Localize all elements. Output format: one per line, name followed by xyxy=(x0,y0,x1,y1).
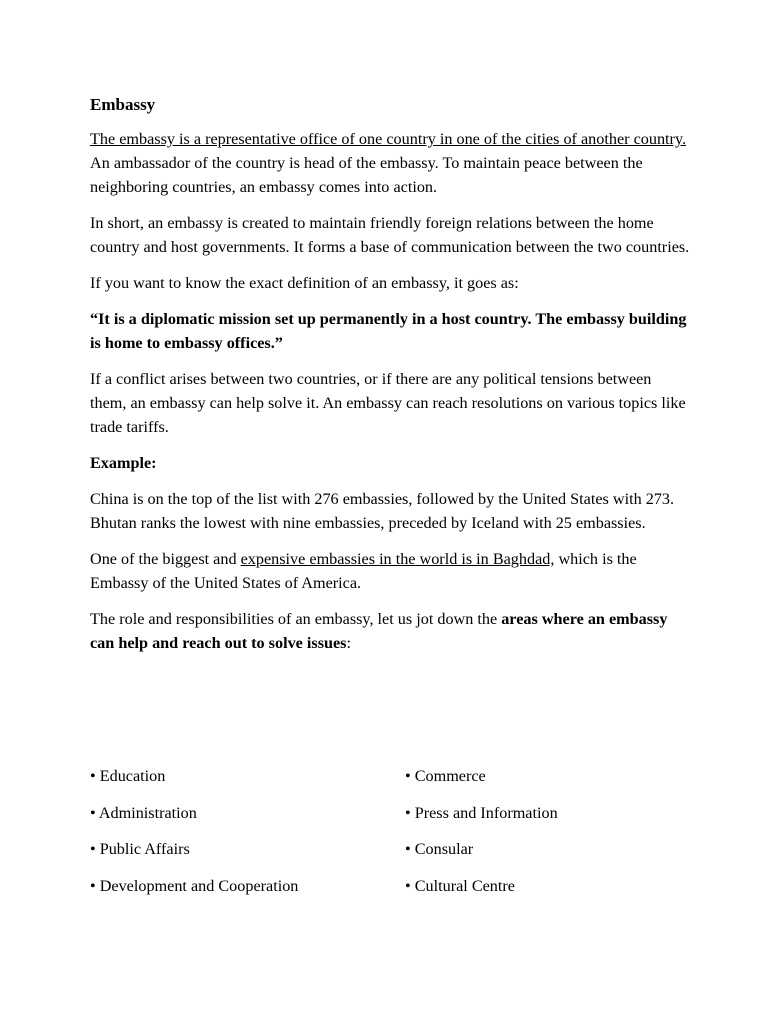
example-heading: Example: xyxy=(90,454,157,472)
paragraph-baghdad-after: which is the Embassy of the United States of America. xyxy=(90,550,637,592)
paragraph-areas-after: : xyxy=(346,634,351,652)
paragraph-definition-rest: An ambassador of the country is head of the embassy. To maintain peace between the neighboring countries, an embassy comes into action. xyxy=(90,154,643,196)
document-body xyxy=(90,93,690,667)
paragraph-areas-intro xyxy=(90,607,690,655)
paragraph-areas-before: The role and responsibilities of an embassy, let us jot down the xyxy=(90,610,502,628)
paragraph-example: China is on the top of the list with 276 embassies, followed by the United States with 273. Bhutan ranks the lowest with nine embassies, preceded by Iceland with 25 embassies. xyxy=(90,490,675,532)
document-title: Embassy xyxy=(90,95,156,114)
underlined-baghdad: expensive embassies in the world is in Baghdad, xyxy=(240,550,555,568)
paragraph-definition xyxy=(90,127,690,199)
paragraph-baghdad-before: One of the biggest and xyxy=(90,550,241,568)
paragraph-conflict: If a conflict arises between two countries, or if there are any political tensions between them, an embassy can help solve it. An embassy can reach resolutions on various topics like trade tariffs. xyxy=(90,370,686,436)
list-item: • Administration xyxy=(90,803,197,822)
areas-list xyxy=(90,764,690,898)
paragraph-baghdad xyxy=(90,547,690,595)
list-item: • Public Affairs xyxy=(90,840,190,858)
underlined-definition: The embassy is a representative office of one country in one of the cities of another country. xyxy=(90,130,687,148)
list-item: • Press and Information xyxy=(405,803,558,822)
list-item: • Cultural Centre xyxy=(405,876,515,895)
list-item: • Consular xyxy=(405,840,474,858)
areas-bold-phrase: areas where an embassy can help and reach out to solve issues xyxy=(90,610,668,652)
paragraph-definition-intro: If you want to know the exact definition of an embassy, it goes as: xyxy=(90,274,519,292)
definition-quote: “It is a diplomatic mission set up permanently in a host country. The embassy building is home to embassy offices.” xyxy=(90,310,687,352)
list-item: • Commerce xyxy=(405,767,486,785)
list-item: • Education xyxy=(90,767,166,785)
list-item: • Development and Cooperation xyxy=(90,876,299,895)
paragraph-summary: In short, an embassy is created to maintain friendly foreign relations between the home country and host governments. It forms a base of communication between the two countries. xyxy=(90,214,690,256)
